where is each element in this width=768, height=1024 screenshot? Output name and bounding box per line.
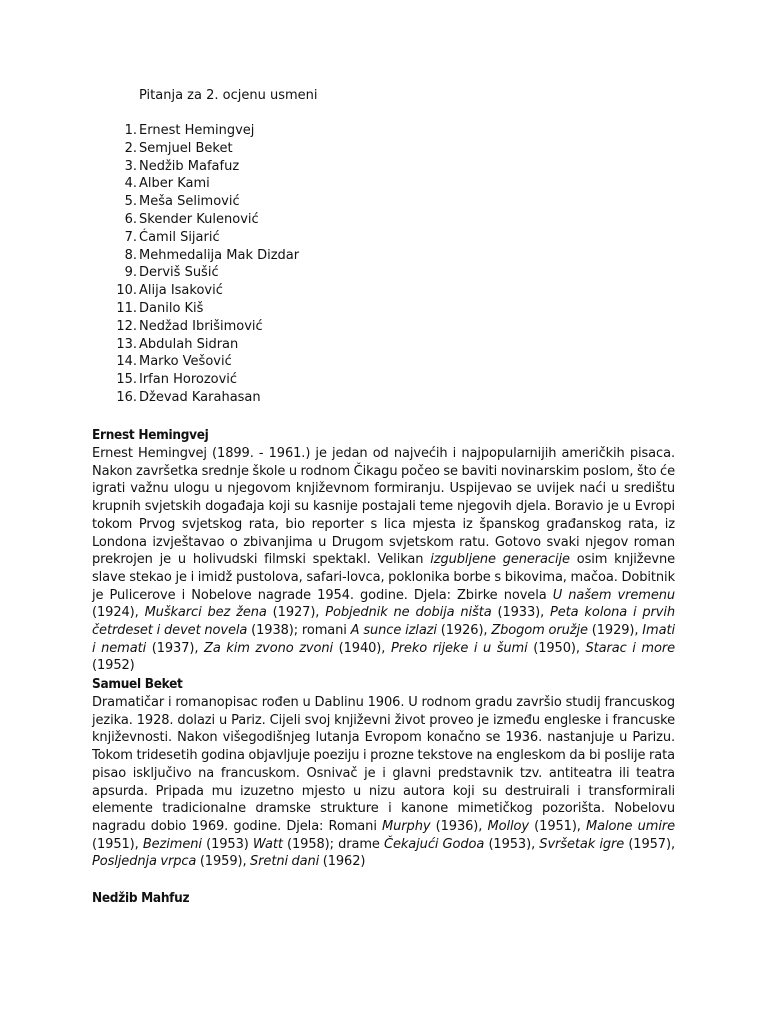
list-item-name: Mehmedalija Mak Dizdar [139,247,300,263]
italic-title-text: Watt [252,836,283,852]
list-item [92,122,299,140]
section-beket [92,675,675,871]
body-text: Dramatičar i romanopisac rođen u Dablinu 1906. U rodnom gradu završio studij francuskog jezika. 1928. dolazi u Pariz. Cijeli svoj književni život proveo je između engleske i francuske književnosti. Nakon višegodišnjeg lutanja Evropom konačno se 1936. nastanjuje u Parizu. Tokom tridesetih godina objavljuje poeziju i prozne tekstove na engleskom da bi poslije rata pisao isključivo na francuskom. Osnivač je i glavni predstavnik tzv. antiteatra ili teatra apsurda. Pripada mu izuzetno mjesto u nizu autora koji su destruirali i transformirali elemente tradicionalne dramske strukture i kanone mimetičkog pozorišta. Nobelovu nagradu dobio 1969. godine. Djela: Romani [92,695,675,834]
section-heading: Samuel Beket [92,676,183,692]
body-text: osim književne slave stekao je i imidž pustolova, safari-lovca, poklonika borbe s bikovima, mačoa. Dobitnik je Pulicerove i Nobelove nagrade 1954. godine. Djela: Zbirke novela [92,552,675,603]
list-item-name: Semjuel Beket [139,140,233,156]
list-item [92,158,299,176]
list-item-number: 8. [124,247,137,263]
italic-title-text: Molloy [487,818,529,834]
body-text: (1933), [491,605,551,621]
section-heading: Nedžib Mahfuz [92,890,190,906]
italic-title-text: Zbogom oružje [491,623,588,639]
list-item-number: 15. [116,372,137,388]
list-item-number: 1. [124,123,137,138]
list-item-name: Marko Vešović [139,354,232,370]
body-text: (1950), [527,640,586,656]
list-item [92,371,299,389]
body-text: (1926), [436,623,492,639]
body-text: (1940), [333,640,391,656]
body-text: (1953) [201,836,253,852]
italic-title-text: Imati i nemati [92,623,675,656]
list-item-name: Irfan Horozović [139,372,238,388]
list-item-number: 11. [116,300,137,316]
list-item-number: 2. [124,140,137,156]
italic-title-text: Sretni dani [250,854,320,870]
body-text: (1927), [266,605,326,621]
body-text: (1936), [430,818,488,834]
section-body [92,445,675,675]
list-item-name: Derviš Sušić [139,265,219,281]
list-item [92,282,299,300]
body-text: (1938); romani [247,623,351,639]
list-item [92,247,299,265]
list-item-name: Danilo Kiš [139,300,204,316]
body-text: (1952) [92,658,135,674]
list-item [92,318,299,336]
list-item [92,264,299,282]
list-item-number: 12. [116,318,137,334]
body-text: (1951), [528,818,587,834]
list-item [92,175,299,193]
list-item-number: 7. [124,229,137,245]
list-item [92,211,299,229]
italic-title-text: Bezimeni [142,836,202,852]
list-item [92,336,299,354]
italic-title-text: Pobjednik ne dobija ništa [325,605,492,621]
italic-title-text: Čekajući Godoa [384,836,485,852]
italic-title-text: A sunce izlazi [350,623,437,639]
list-item-number: 10. [116,283,137,299]
list-item [92,193,299,211]
list-item-number: 13. [116,336,137,352]
list-item-number: 9. [124,265,137,281]
list-item-number: 16. [116,389,137,405]
body-text: (1937), [146,640,205,656]
body-text: (1958); drame [282,836,384,852]
authors-list [92,122,299,407]
list-item-number: 14. [116,354,137,370]
italic-title-text: Peta kolona i prvih četrdeset i devet novela [92,605,676,639]
italic-title-text: U našem vremenu [552,587,675,603]
body-text: (1951), [92,836,143,852]
list-item-name: Ernest Hemingvej [139,123,255,138]
section-body [92,694,675,871]
list-item [92,140,299,158]
list-item-number: 6. [124,211,137,227]
body-text: (1959), [196,854,251,870]
body-text: (1929), [587,623,643,639]
body-text: (1957), [624,836,675,852]
list-item-name: Nedžad Ibrišimović [139,318,263,334]
list-item-name: Nedžib Mafafuz [139,158,240,174]
list-item-number: 5. [124,194,137,210]
list-item-name: Skender Kulenović [139,211,259,227]
section-hemingvej [92,426,675,675]
body-text: (1924), [92,605,145,621]
list-item-name: Ćamil Sijarić [139,229,220,245]
list-item-number: 3. [124,158,137,174]
italic-title-text: izgubljene generacije [430,552,570,568]
section-mahfuz [92,889,675,908]
body-text: (1962) [319,854,366,870]
italic-title-text: Posljednja vrpca [92,854,197,870]
italic-title-text: Svršetak igre [539,836,625,852]
section-heading: Ernest Hemingvej [92,427,209,443]
list-item-name: Abdulah Sidran [139,336,239,352]
italic-title-text: Malone umire [586,818,675,834]
list-item-name: Dževad Karahasan [139,389,261,405]
list-item [92,229,299,247]
list-item [92,300,299,318]
italic-title-text: Za kim zvono zvoni [204,640,334,656]
list-item-name: Alber Kami [139,176,210,192]
italic-title-text: Preko rijeke i u šumi [390,640,528,656]
list-item-name: Alija Isaković [139,283,223,299]
italic-title-text: Murphy [382,818,431,834]
italic-title-text: Muškarci bez žena [144,605,267,621]
italic-title-text: Starac i more [585,640,675,656]
list-item-name: Meša Selimović [139,194,240,210]
list-item [92,389,299,407]
page-title: Pitanja za 2. ocjenu usmeni [139,88,318,103]
body-text: Ernest Hemingvej (1899. - 1961.) je jedan od najvećih i najpopularnijih američkih pisaca. Nakon završetka srednje škole u rodnom Čikagu počeo se baviti novinarskim poslom, što će igrati važnu ulogu u njegovom književnom formiranju. Uspijevao se uvijek naći u središtu krupnih svjetskih događaja koji su kasnije postajali teme njegovih djela. Boravio je u Evropi tokom Prvog svjetskog rata, bio reporter s lica mjesta iz španskog građanskog rata, iz Londona izvještavao o zbivanjima u Drugom svjetskom ratu. Gotovo svaki njegov roman prekrojen je u holivudski filmski spektakl. Velikan [92,446,675,568]
list-item [92,353,299,371]
list-item-number: 4. [124,176,137,192]
body-text: (1953), [484,836,540,852]
